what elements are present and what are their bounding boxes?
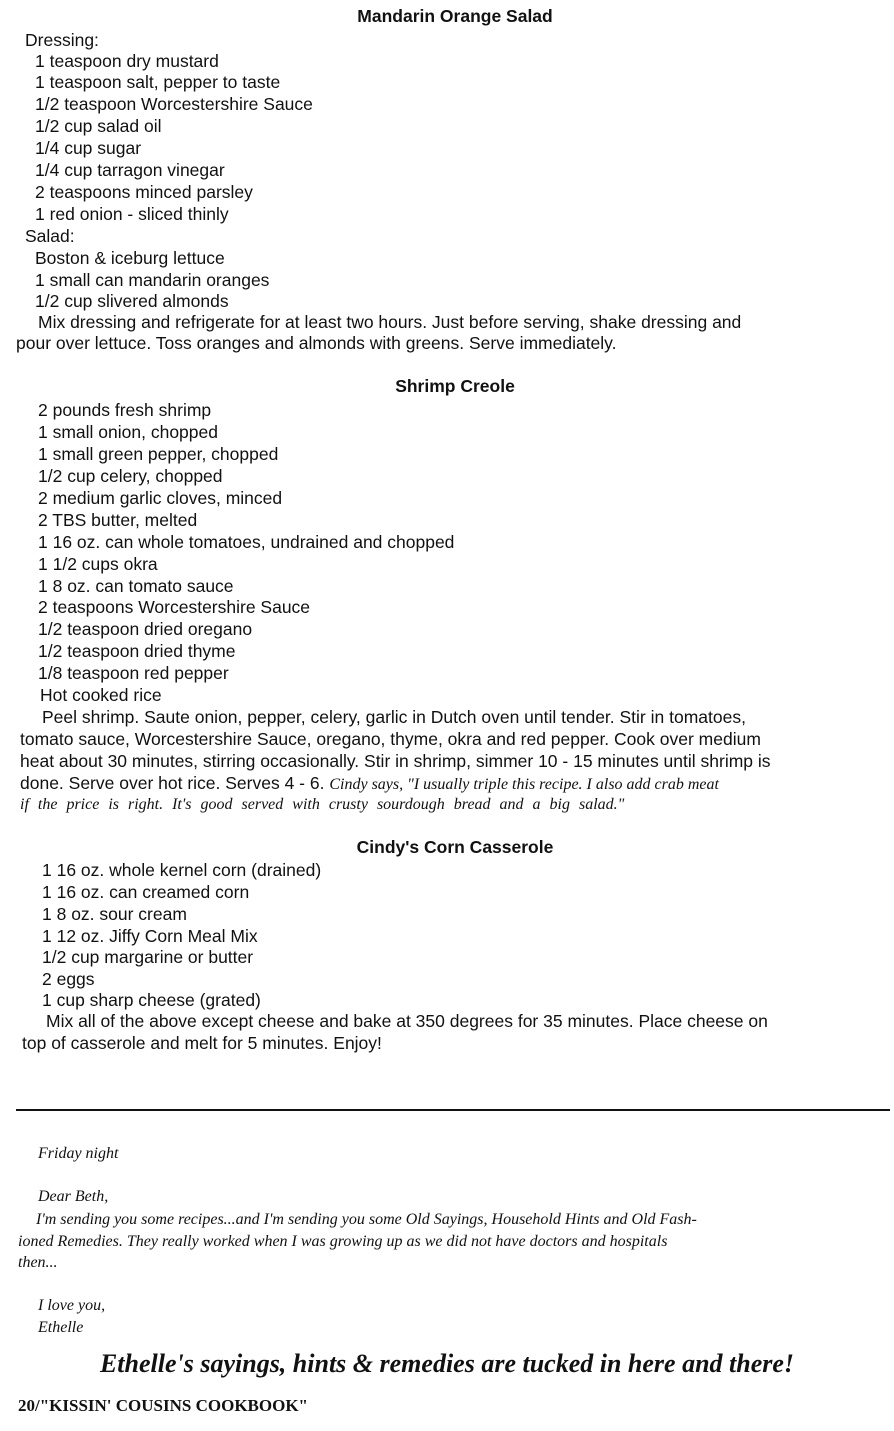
letter-closing: I love you, [38,1297,106,1314]
directions-line: pour over lettuce. Toss oranges and almonds with greens. Serve immediately. [16,333,617,353]
directions-line [20,773,719,795]
ingredient: 1/2 teaspoon dried oregano [38,619,253,639]
page-footer: 20/"KISSIN' COUSINS COOKBOOK" [18,1396,308,1415]
ingredient: 1/2 cup slivered almonds [35,291,229,311]
directions-line: tomato sauce, Worcestershire Sauce, oregano, thyme, okra and red pepper. Cook over medium [20,729,761,749]
ingredient: 1 16 oz. can whole tomatoes, undrained and chopped [38,532,455,552]
ingredient: 1 8 oz. can tomato sauce [38,576,234,596]
cindy-note: Cindy says, "I usually triple this recipe. I also add crab meat [329,776,719,793]
ingredient: 2 eggs [42,969,95,989]
ingredient: Boston & iceburg lettuce [35,248,225,268]
ingredient: 1 teaspoon dry mustard [35,51,219,71]
divider [16,1109,890,1111]
letter-signature: Ethelle [38,1319,84,1336]
ingredient: 2 teaspoons minced parsley [35,182,253,202]
letter-body-line: ioned Remedies. They really worked when I was growing up as we did not have doctors and hospitals [18,1233,668,1250]
ingredient: 1 red onion - sliced thinly [35,204,229,224]
cindy-note: if the price is right. It's good served with crusty sourdough bread and a big salad." [20,796,625,813]
directions-line: top of casserole and melt for 5 minutes. Enjoy! [22,1033,382,1053]
directions-line: heat about 30 minutes, stirring occasionally. Stir in shrimp, simmer 10 - 15 minutes until shrimp is [20,751,771,771]
directions-line: Mix dressing and refrigerate for at least two hours. Just before serving, shake dressing and [38,312,742,332]
ingredient: 1/2 cup salad oil [35,116,162,136]
directions-end: done. Serve over hot rice. Serves 4 - 6. [20,773,325,793]
ingredient: 1 cup sharp cheese (grated) [42,990,261,1010]
ingredient: 1 small green pepper, chopped [38,444,279,464]
ingredient: 1 12 oz. Jiffy Corn Meal Mix [42,926,258,946]
ingredient: 2 pounds fresh shrimp [38,400,212,420]
directions-line: Mix all of the above except cheese and bake at 350 degrees for 35 minutes. Place cheese on [46,1011,768,1031]
ingredient: 1 1/2 cups okra [38,554,158,574]
ingredient: 2 TBS butter, melted [38,510,198,530]
recipe-title: Mandarin Orange Salad [357,6,553,26]
recipe-title: Cindy's Corn Casserole [356,837,554,857]
ingredient: 1 small onion, chopped [38,422,218,442]
ingredient: 1/2 cup margarine or butter [42,947,254,967]
ingredient: 1 teaspoon salt, pepper to taste [35,72,281,92]
ingredient: 1 16 oz. whole kernel corn (drained) [42,860,322,880]
ingredient: 1/2 cup celery, chopped [38,466,223,486]
ingredient: 1/2 teaspoon dried thyme [38,641,236,661]
directions-line: Peel shrimp. Saute onion, pepper, celery, garlic in Dutch oven until tender. Stir in tomatoes, [42,707,746,727]
recipe-title: Shrimp Creole [395,376,515,396]
ingredient: 1 small can mandarin oranges [35,270,270,290]
ingredient: 2 medium garlic cloves, minced [38,488,283,508]
section-label: Dressing: [25,30,99,50]
letter-body-line: I'm sending you some recipes...and I'm sending you some Old Sayings, Household Hints and Old Fash- [36,1211,697,1228]
ingredient: 1/2 teaspoon Worcestershire Sauce [35,94,313,114]
ingredient: 1 16 oz. can creamed corn [42,882,250,902]
ingredient: 2 teaspoons Worcestershire Sauce [38,597,311,617]
ingredient: 1/8 teaspoon red pepper [38,663,229,683]
section-label: Salad: [25,226,75,246]
letter-body-line: then... [18,1254,58,1271]
tagline: Ethelle's sayings, hints & remedies are tucked in here and there! [99,1349,795,1378]
ingredient: 1 8 oz. sour cream [42,904,187,924]
letter-salutation: Dear Beth, [38,1188,109,1205]
ingredient: 1/4 cup sugar [35,138,142,158]
ingredient: 1/4 cup tarragon vinegar [35,160,225,180]
ingredient: Hot cooked rice [40,685,162,705]
letter-date: Friday night [38,1145,119,1162]
